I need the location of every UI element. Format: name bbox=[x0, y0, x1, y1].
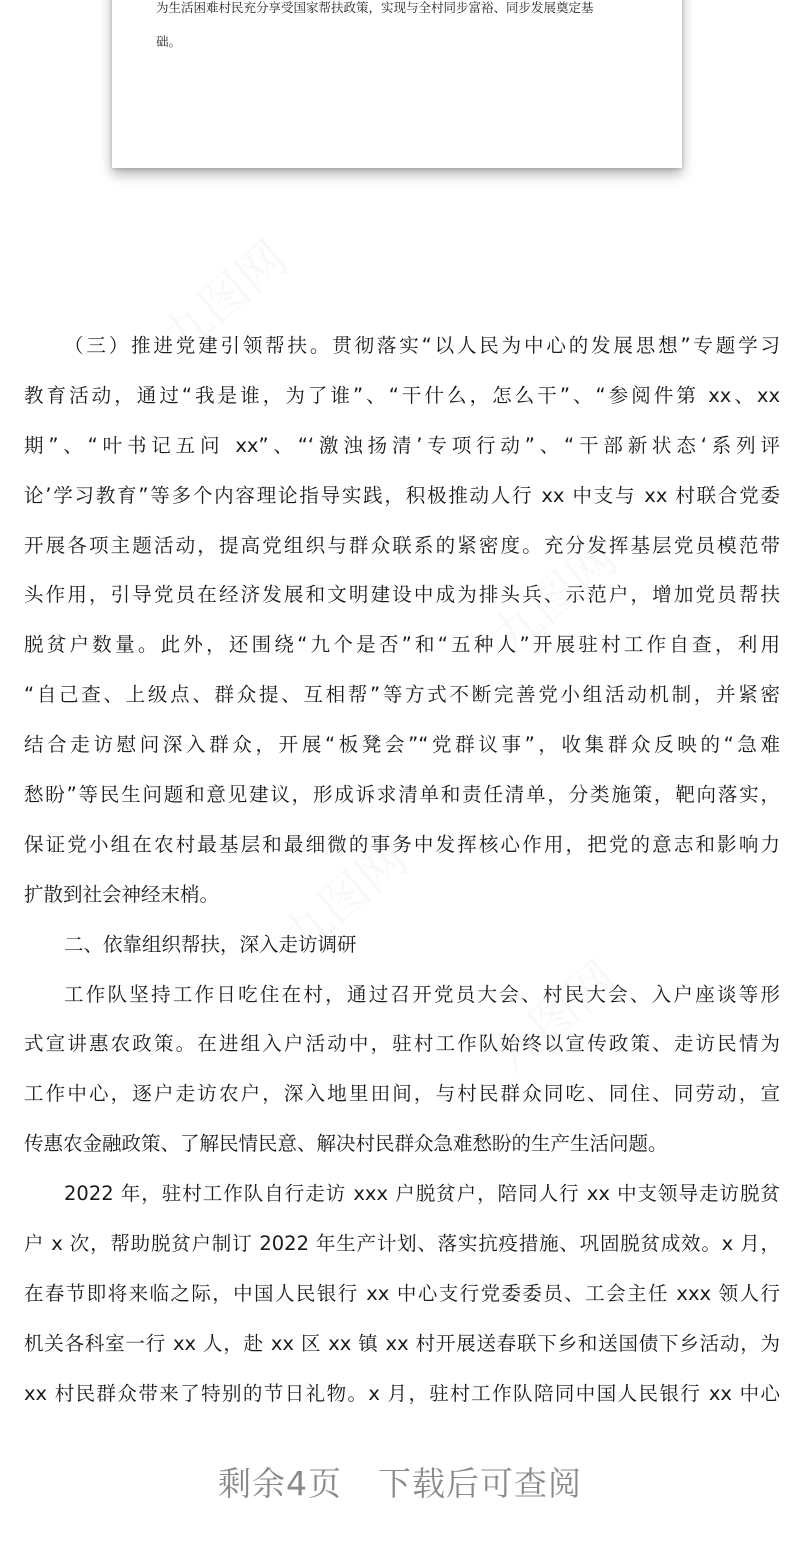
watermark-1: 九图网 bbox=[151, 230, 299, 366]
paragraph-line: 工作队坚持工作日吃住在村，通过召开党员大会、村民大会、入户座谈等形 bbox=[64, 982, 780, 1006]
remaining-pages-label[interactable]: 剩余4页 bbox=[218, 1464, 342, 1503]
paragraph-line: xx 村民群众带来了特别的节日礼物。x 月，驻村工作队陪同中国人民银行 xx 中心 bbox=[24, 1381, 780, 1405]
previous-page-preview bbox=[112, 0, 682, 168]
paragraph-line: “自己查、上级点、群众提、互相帮”等方式不断完善党小组活动机制，并紧密 bbox=[24, 683, 780, 707]
paragraph-line: 2022 年，驻村工作队自行走访 xxx 户脱贫户，陪同人行 xx 中支领导走访脱贫 bbox=[64, 1182, 780, 1206]
paragraph-line: 头作用，引导党员在经济发展和文明建设中成为排头兵、示范户，增加党员帮扶 bbox=[24, 583, 780, 607]
paragraph-line: 脱贫户数量。此外，还围绕“九个是否”和“五种人”开展驻村工作自查，利用 bbox=[24, 633, 780, 657]
paragraph-line: 期”、“叶书记五问 xx”、“‘激浊扬清’专项行动”、“干部新状态‘系列评 bbox=[24, 433, 780, 457]
download-to-view-label[interactable]: 下载后可查阅 bbox=[378, 1464, 582, 1503]
paragraph-line: 工作中心，逐户走访农户，深入地里田间，与村民群众同吃、同住、同劳动，宣 bbox=[24, 1082, 780, 1106]
watermark-2: 九图网 bbox=[481, 530, 629, 666]
watermark-4: 九图网 bbox=[481, 950, 629, 1086]
paragraph-line: 开展各项主题活动，提高党组织与群众联系的紧密度。充分发挥基层党员模范带 bbox=[24, 533, 780, 557]
preview-text-line: 为生活困难村民充分享受国家帮扶政策，实现与全村同步富裕、同步发展奠定基 bbox=[156, 0, 594, 15]
paragraph-line: 式宣讲惠农政策。在进组入户活动中，驻村工作队始终以宣传政策、走访民情为 bbox=[24, 1032, 780, 1056]
paragraph-line: 在春节即将来临之际，中国人民银行 xx 中心支行党委委员、工会主任 xxx 领人行 bbox=[24, 1281, 780, 1305]
watermark-3: 九图网 bbox=[271, 830, 419, 966]
paragraph-line: 户 x 次，帮助脱贫户制订 2022 年生产计划、落实抗疫措施、巩固脱贫成效。x 月， bbox=[24, 1232, 780, 1256]
document-body bbox=[24, 321, 780, 1419]
paragraph-line: 论’学习教育”等多个内容理论指导实践，积极推动人行 xx 中支与 xx 村联合党委 bbox=[24, 483, 780, 507]
paragraph-line: 保证党小组在农村最基层和最细微的事务中发挥核心作用，把党的意志和影响力 bbox=[24, 832, 780, 856]
paragraph-line: 机关各科室一行 xx 人，赴 xx 区 xx 镇 xx 村开展送春联下乡和送国债下乡活动，为 bbox=[24, 1331, 780, 1355]
paragraph-line: 结合走访慰问深入群众，开展“板凳会”“党群议事”，收集群众反映的“急难 bbox=[24, 733, 780, 757]
paragraph-line: 传惠农金融政策、了解民情民意、解决村民群众急难愁盼的生产生活问题。 bbox=[24, 1132, 668, 1156]
paragraph-line: （三）推进党建引领帮扶。贯彻落实“以人民为中心的发展思想”专题学习 bbox=[64, 334, 780, 357]
paragraph-line: 教育活动，通过“我是谁，为了谁”、“干什么，怎么干”、“参阅件第 xx、xx bbox=[24, 383, 780, 407]
preview-text-line: 础。 bbox=[156, 34, 182, 49]
paragraph-line: 扩散到社会神经末梢。 bbox=[24, 882, 220, 906]
section-heading: 二、依靠组织帮扶，深入走访调研 bbox=[64, 932, 357, 956]
paragraph-line: 愁盼”等民生问题和意见建议，形成诉求清单和责任清单，分类施策，靶向落实， bbox=[24, 783, 780, 807]
download-prompt[interactable] bbox=[0, 1458, 800, 1505]
